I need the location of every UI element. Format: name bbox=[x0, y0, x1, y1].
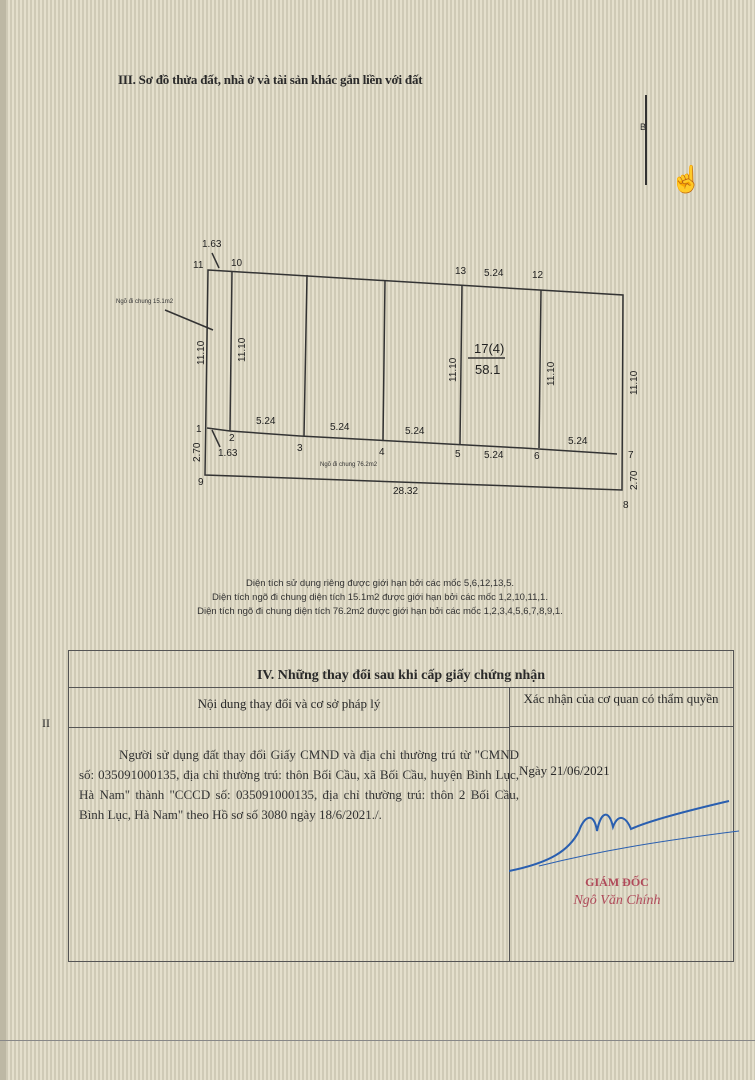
section-3-title: III. Sơ đồ thửa đất, nhà ở và tài sản khác gắn liền với đất bbox=[118, 72, 423, 87]
parcel-number: 17(4) bbox=[474, 341, 505, 356]
point-label: 12 bbox=[532, 270, 544, 281]
dim-label: 2.70 bbox=[192, 442, 203, 462]
divider-5-13 bbox=[460, 285, 462, 444]
point-label: 13 bbox=[455, 266, 467, 277]
point-label: 5 bbox=[455, 449, 461, 460]
signer-name: Ngô Văn Chính bbox=[573, 893, 661, 908]
note-line: Diện tích sử dụng riêng được giới hạn bởi các mốc 5,6,12,13,5. bbox=[246, 578, 514, 589]
dim-label: 1.63 bbox=[202, 239, 222, 250]
dim-label: 5.24 bbox=[484, 268, 504, 279]
changes-table bbox=[68, 650, 734, 962]
dim-label: 5.24 bbox=[405, 426, 425, 437]
dim-label: 11.10 bbox=[196, 340, 207, 365]
common-lane-label: Ngõ đi chung 15.1m2 bbox=[116, 299, 174, 305]
signature bbox=[509, 791, 739, 881]
point-label: 2 bbox=[229, 433, 235, 444]
point-label: 3 bbox=[297, 443, 303, 454]
dim-label: 1.63 bbox=[218, 448, 238, 459]
point-label: 11 bbox=[193, 260, 204, 271]
leader-163-bot bbox=[212, 430, 220, 447]
point-label: 1 bbox=[196, 424, 202, 435]
point-label: 9 bbox=[198, 477, 204, 488]
dim-label: 11.10 bbox=[546, 361, 557, 386]
divider-2-10 bbox=[230, 271, 232, 431]
divider-3 bbox=[304, 275, 307, 436]
dim-label: 11.10 bbox=[237, 337, 248, 362]
point-label: 6 bbox=[534, 451, 540, 462]
divider bbox=[0, 1040, 755, 1041]
outer-boundary bbox=[205, 270, 623, 490]
leader-lane-1 bbox=[165, 310, 213, 330]
confirmation-date: Ngày 21/06/2021 bbox=[519, 763, 610, 778]
common-lane-label: Ngõ đi chung 76.2m2 bbox=[320, 462, 378, 468]
area-notes bbox=[100, 578, 660, 620]
column-header-confirmation: Xác nhận của cơ quan có thẩm quyền bbox=[509, 687, 733, 727]
section-4-title: IV. Những thay đổi sau khi cấp giấy chứng nhận bbox=[69, 651, 733, 688]
note-line: Diện tích ngõ đi chung diện tích 15.1m2 được giới hạn bởi các mốc 1,2,10,11,1. bbox=[212, 592, 548, 603]
dim-label: 5.24 bbox=[484, 450, 504, 461]
dim-label: 28.32 bbox=[393, 486, 419, 497]
dim-label: 5.24 bbox=[568, 436, 588, 447]
parcel-area: 58.1 bbox=[475, 362, 501, 377]
north-label: B bbox=[640, 122, 647, 132]
margin-mark: II bbox=[42, 716, 50, 730]
divider-6-12 bbox=[539, 290, 541, 448]
hand-cursor-icon: ☝ bbox=[670, 165, 703, 194]
point-label: 8 bbox=[623, 500, 629, 511]
point-label: 7 bbox=[628, 450, 634, 461]
column-header-content: Nội dung thay đổi và cơ sở pháp lý bbox=[69, 687, 510, 728]
dim-label: 5.24 bbox=[330, 422, 350, 433]
point-label: 4 bbox=[379, 447, 385, 458]
leader-163-top bbox=[212, 253, 219, 268]
divider-4 bbox=[383, 280, 385, 440]
note-line: Diện tích ngõ đi chung diện tích 76.2m2 được giới hạn bởi các mốc 1,2,3,4,5,6,7,8,9,1. bbox=[197, 606, 563, 617]
dim-label: 5.24 bbox=[256, 416, 276, 427]
dim-label: 11.10 bbox=[448, 357, 459, 382]
change-content: Người sử dụng đất thay đổi Giấy CMND và địa chỉ thường trú từ "CMND số: 035091000135, địa chỉ thường trú: thôn Bối Cầu, xã Bối Cầu, huyện Bình Lục, Hà Nam" thành "CCCD số: 035091000135, địa chỉ thường trú: thôn 2 Bối Cầu, Bình Lục, Hà Nam" theo Hồ sơ số 3080 ngày 18/6/2021./. bbox=[79, 747, 519, 822]
dim-label: 11.10 bbox=[629, 370, 640, 395]
point-label: 10 bbox=[231, 258, 243, 269]
dim-label: 2.70 bbox=[629, 470, 640, 490]
signer-role: GIÁM ĐỐC bbox=[585, 875, 649, 889]
